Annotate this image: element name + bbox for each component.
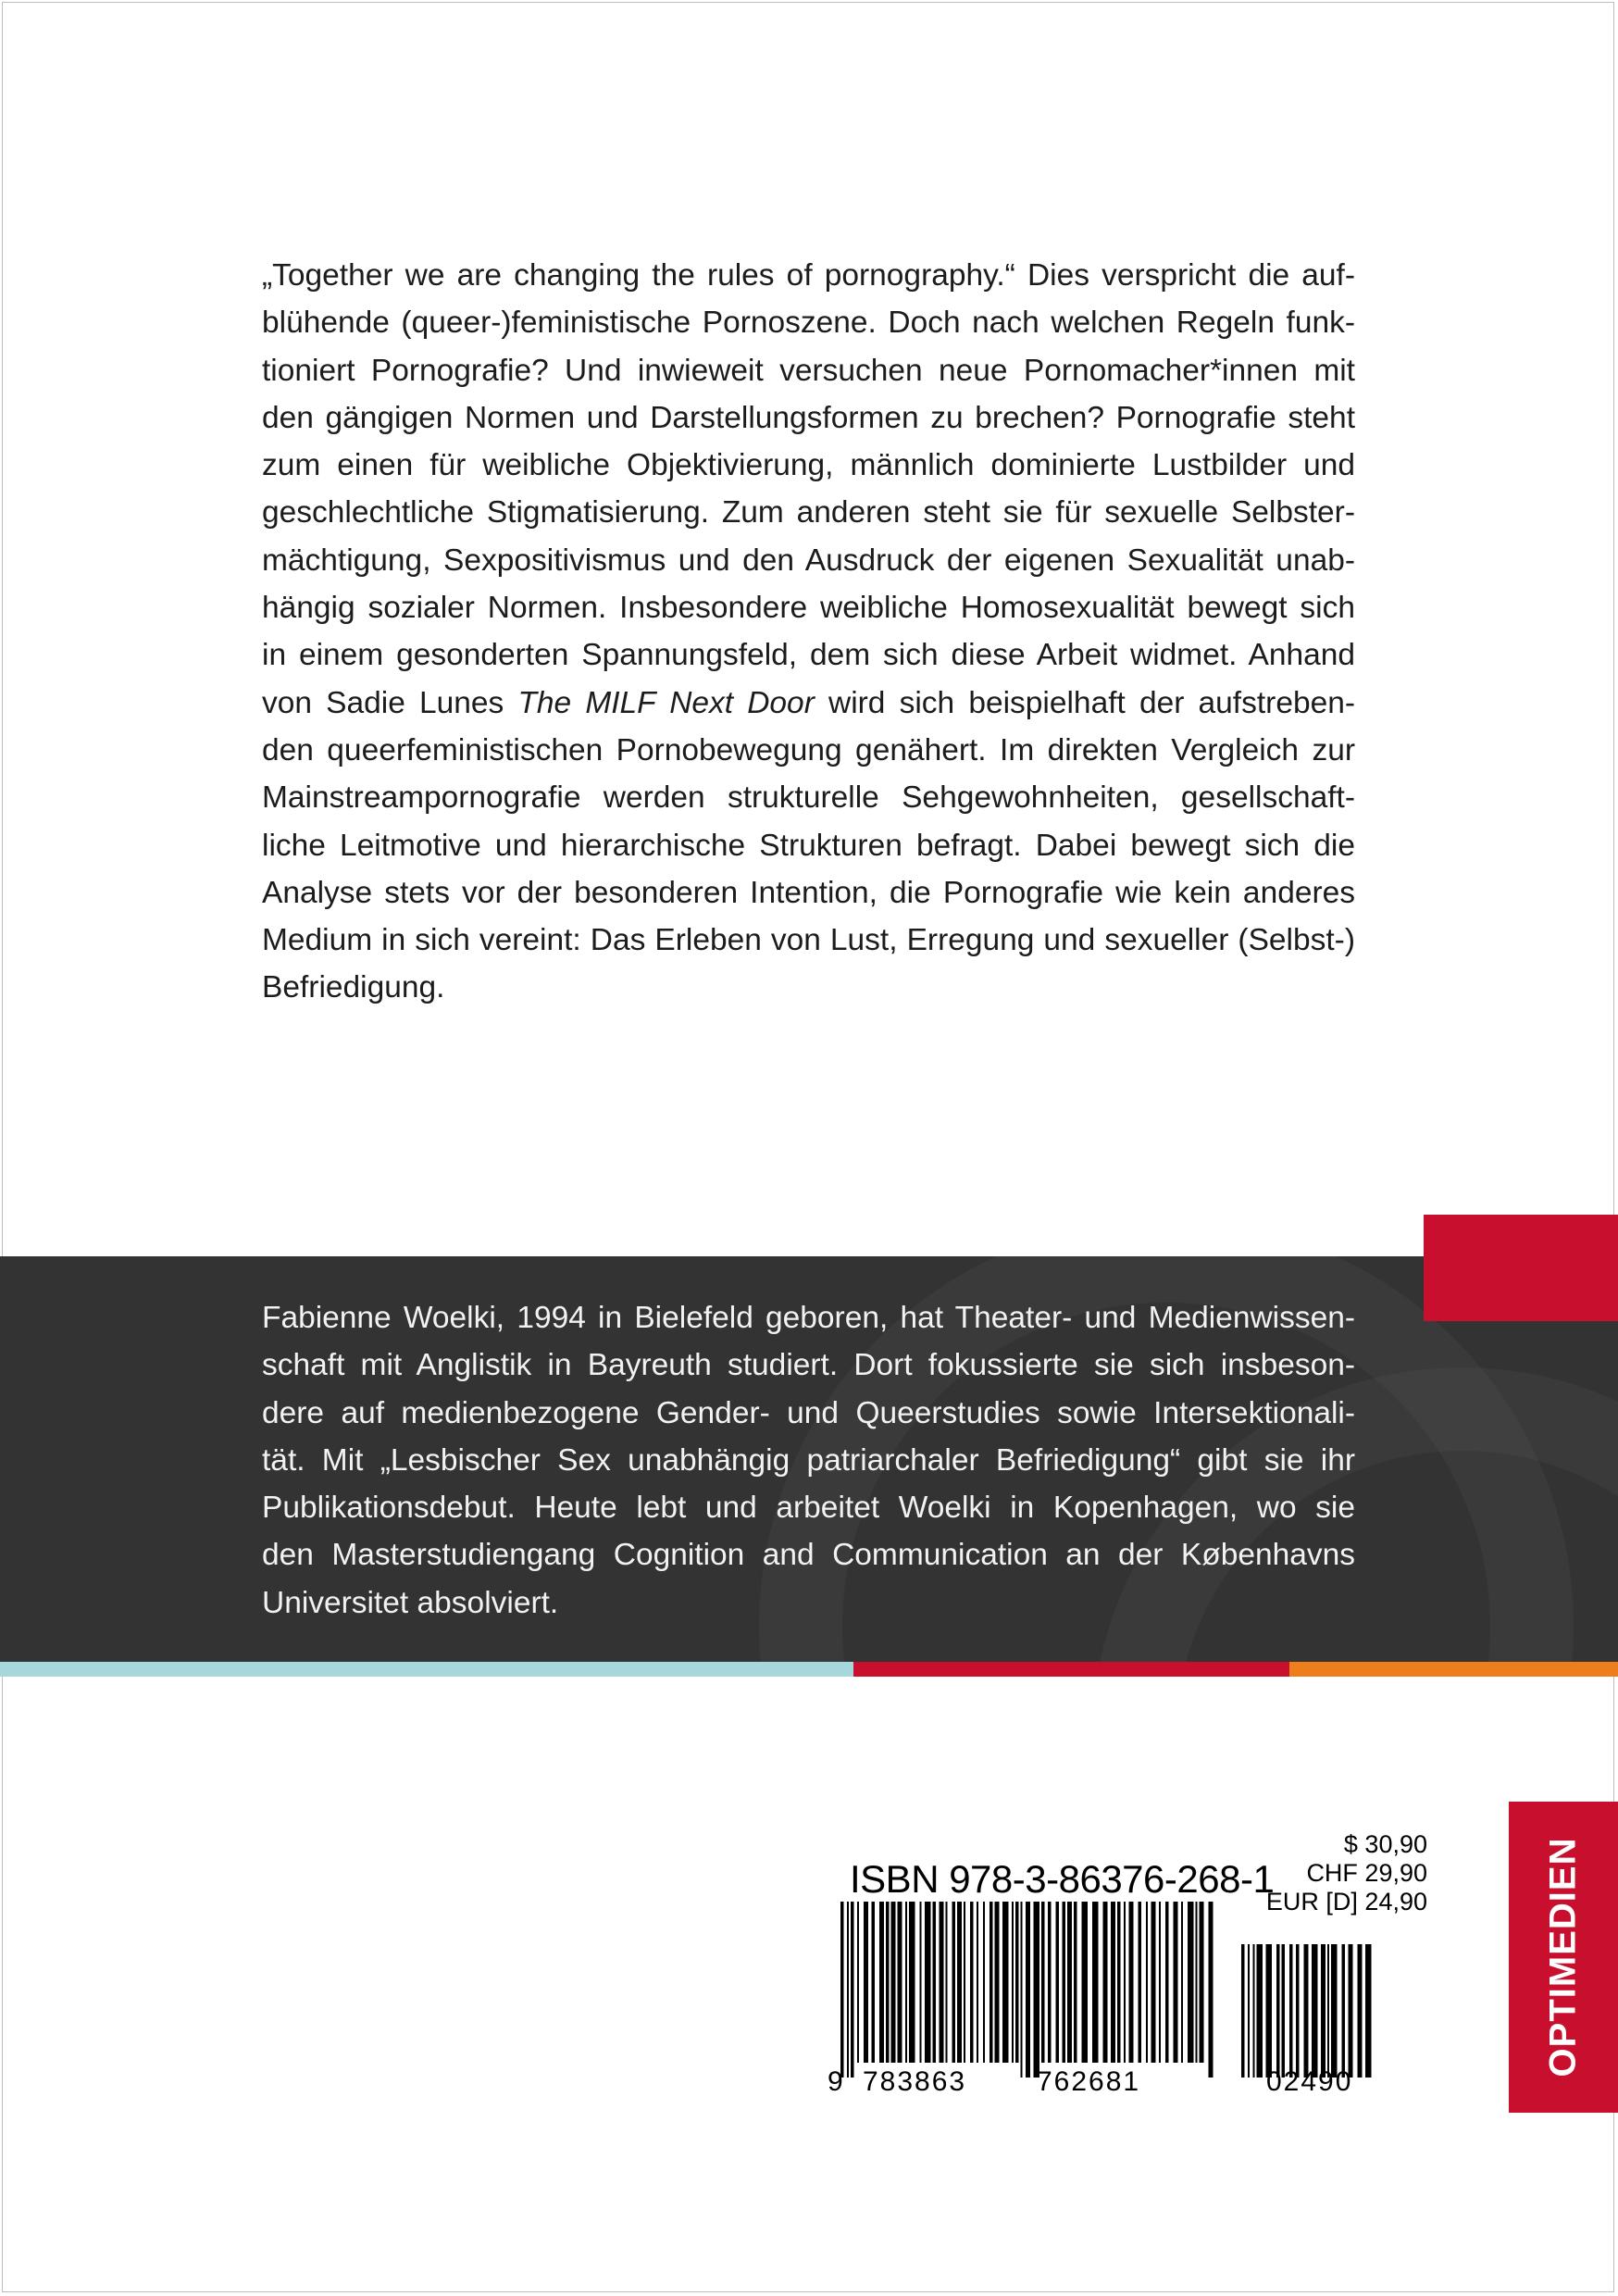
blurb-line: den queerfeministischen Pornobewegung genähert. Im direkten Vergleich zur	[262, 732, 1355, 767]
blurb-line: Medium in sich vereint: Das Erleben von Lust, Erregung und sexueller (Selbst-)	[262, 923, 1355, 958]
price-eur: EUR [D] 24,90	[1265, 1888, 1427, 1915]
publisher-logo: OPTIMEDIEN	[1542, 1837, 1584, 2078]
blurb-line: mächtigung, Sexpositivismus und den Ausdruck der eigenen Sexualität unab-	[262, 543, 1355, 578]
barcode-digits-right: 762681	[1037, 2066, 1141, 2097]
bio-line: schaft mit Anglistik in Bayreuth studiert. Dort fokussierte sie sich insbeson-	[262, 1348, 1355, 1383]
blurb-line: „Together we are changing the rules of pornography.“ Dies verspricht die auf-	[262, 258, 1355, 293]
barcode-addon-digits: 02490	[1266, 2066, 1353, 2097]
blurb-line: blühende (queer-)feministische Pornoszene. Doch nach welchen Regeln funk-	[262, 306, 1355, 341]
isbn-label: ISBN 978-3-86376-268-1	[850, 1857, 1275, 1901]
blurb-line: zum einen für weibliche Objektivierung, männlich dominierte Lustbilder und	[262, 448, 1355, 483]
stripe-orange	[1289, 1662, 1618, 1677]
film-title: The MILF Next Door	[517, 685, 815, 720]
blurb-line-pre: von Sadie Lunes	[262, 685, 518, 720]
bio-line: Universitet absolviert.	[262, 1585, 559, 1620]
barcode	[840, 1902, 1220, 2078]
barcode-digit-lead: 9	[828, 2066, 845, 2097]
bio-line: den Masterstudiengang Cognition and Communication an der Københavns	[262, 1538, 1355, 1573]
blurb-line: Analyse stets vor der besonderen Intention, die Pornografie wie kein anderes	[262, 875, 1355, 910]
barcode-addon	[1241, 1944, 1375, 2078]
red-accent-block	[1424, 1215, 1618, 1321]
blurb-text	[262, 252, 1355, 1012]
bio-line: tät. Mit „Lesbischer Sex unabhängig patriarchaler Befriedigung“ gibt sie ihr	[262, 1442, 1355, 1478]
author-bio	[262, 1294, 1355, 1627]
bio-line: Publikationsdebut. Heute lebt und arbeitet Woelki in Kopenhagen, wo sie	[262, 1491, 1355, 1526]
barcode-digits-left: 783863	[863, 2066, 967, 2097]
blurb-line: tioniert Pornografie? Und inwieweit versuchen neue Pornomacher*innen mit	[262, 353, 1355, 388]
blurb-line: Mainstreampornografie werden strukturelle Sehgewohnheiten, gesellschaft-	[262, 780, 1355, 816]
blurb-line: liche Leitmotive und hierarchische Strukturen befragt. Dabei bewegt sich die	[262, 828, 1355, 863]
bio-line: Fabienne Woelki, 1994 in Bielefeld geboren, hat Theater- und Medienwissen-	[262, 1301, 1355, 1335]
price-chf: CHF 29,90	[1306, 1859, 1427, 1887]
blurb-line-with-title	[262, 680, 1355, 727]
stripe-blue	[0, 1662, 853, 1677]
blurb-line: Befriedigung.	[262, 970, 445, 1005]
stripe-red	[853, 1662, 1289, 1677]
blurb-line-post: wird sich beispielhaft der aufstreben-	[814, 685, 1356, 720]
bio-line: dere auf medienbezogene Gender- und Queerstudies sowie Intersektionali-	[262, 1395, 1355, 1430]
blurb-line: hängig sozialer Normen. Insbesondere weibliche Homosexualität bewegt sich	[262, 591, 1355, 626]
blurb-line: geschlechtliche Stigmatisierung. Zum anderen steht sie für sexuelle Selbster-	[262, 495, 1355, 530]
price-usd: $ 30,90	[1343, 1830, 1427, 1858]
publisher-logo-block	[1509, 1802, 1618, 2113]
blurb-line: in einem gesonderten Spannungsfeld, dem sich diese Arbeit widmet. Anhand	[262, 638, 1355, 673]
blurb-line: den gängigen Normen und Darstellungsformen zu brechen? Pornografie steht	[262, 400, 1355, 435]
